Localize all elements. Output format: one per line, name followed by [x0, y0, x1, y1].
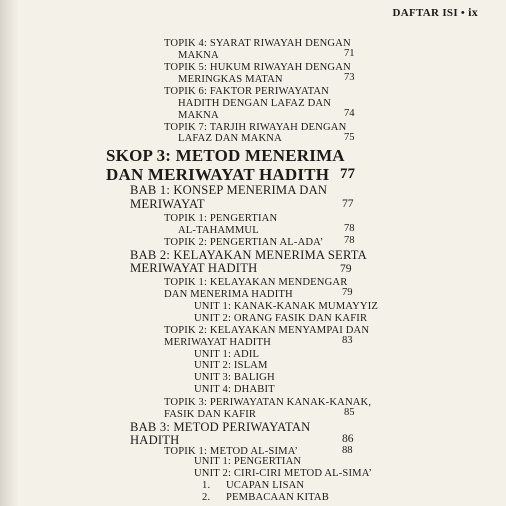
toc-chapter: BAB 3: METOD PERIWAYATAN — [130, 419, 311, 434]
toc-page-number: 86 — [342, 431, 354, 445]
toc-page-number: 79 — [340, 261, 352, 275]
toc-entry: TOPIK 2: KELAYAKAN MENYAMPAI DAN — [164, 324, 370, 336]
toc-unit: UNIT 4: DHABIT — [194, 384, 275, 396]
toc-list-item: UCAPAN LISAN — [226, 480, 305, 492]
toc-chapter: BAB 1: KONSEP MENERIMA DAN — [130, 182, 328, 197]
header-page-number: ix — [468, 5, 478, 19]
toc-page-number: 74 — [344, 107, 355, 119]
toc-entry: LAFAZ DAN MAKNA — [178, 133, 282, 145]
toc-page-number: 85 — [344, 407, 355, 419]
toc-page-number: 77 — [340, 166, 355, 183]
toc-unit: UNIT 3: BALIGH — [194, 372, 275, 384]
toc-entry: MERINGKAS MATAN — [178, 74, 283, 85]
toc-unit: UNIT 2: ORANG FASIK DAN KAFIR — [194, 312, 368, 324]
toc-chapter: HADITH — [130, 432, 180, 447]
running-header — [392, 5, 478, 20]
toc-entry: TOPIK 6: FAKTOR PERIWAYATAN — [164, 85, 329, 97]
toc-entry: TOPIK 5: HUKUM RIWAYAH DENGAN — [164, 62, 351, 74]
toc-chapter: BAB 2: KELAYAKAN MENERIMA SERTA — [130, 247, 367, 262]
toc-page-number: 79 — [342, 287, 353, 299]
toc-chapter: MERIWAYAT — [130, 196, 205, 211]
toc-list-number: 2. — [202, 492, 211, 504]
toc-entry: TOPIK 2: PENGERTIAN AL-ADA’ — [164, 236, 324, 248]
toc-page-number: 78 — [344, 223, 355, 235]
toc-entry: FASIK DAN KAFIR — [164, 408, 257, 420]
toc-page-number: 77 — [342, 196, 354, 210]
toc-unit: UNIT 1: ADIL — [194, 348, 260, 360]
header-separator: • — [460, 7, 466, 19]
toc-entry: TOPIK 1: PENGERTIAN — [164, 213, 278, 225]
toc-unit: UNIT 1: PENGERTIAN — [194, 456, 302, 468]
toc-list-number: 1. — [202, 480, 211, 492]
toc-unit: UNIT 1: KANAK-KANAK MUMAYYIZ — [194, 300, 378, 312]
toc-page-number: 88 — [342, 444, 353, 456]
toc-entry: AL-TAHAMMUL — [178, 224, 259, 236]
toc-list-item: PEMBACAAN KITAB — [226, 492, 329, 504]
header-title: DAFTAR ISI — [392, 7, 458, 19]
toc-entry: MERIWAYAT HADITH — [164, 336, 271, 348]
toc-entry: MAKNA — [178, 50, 219, 62]
toc-entry: HADITH DENGAN LAFAZ DAN — [178, 97, 332, 109]
toc-entry: MAKNA — [178, 109, 219, 121]
toc-chapter: MERIWAYAT HADITH — [130, 261, 258, 276]
toc-page-number: 75 — [344, 131, 355, 143]
toc-entry: TOPIK 7: TARJIH RIWAYAH DENGAN — [164, 121, 347, 133]
page-gutter-shadow — [0, 0, 18, 506]
toc-unit: UNIT 2: ISLAM — [194, 360, 268, 372]
toc-page-number: 73 — [344, 72, 355, 84]
toc-entry: DAN MENERIMA HADITH — [164, 289, 293, 301]
toc-page-number: 71 — [344, 48, 355, 60]
toc-entry: TOPIK 4: SYARAT RIWAYAH DENGAN — [164, 38, 351, 50]
toc-entry: TOPIK 1: KELAYAKAN MENDENGAR — [164, 277, 348, 289]
toc-page-number: 78 — [344, 235, 355, 247]
toc-entry: TOPIK 3: PERIWAYATAN KANAK-KANAK, — [164, 397, 372, 408]
toc-part-heading: DAN MERIWAYAT HADITH — [106, 164, 330, 184]
toc-unit: UNIT 2: CIRI-CIRI METOD AL-SIMA’ — [194, 468, 373, 480]
toc-page-number: 83 — [342, 334, 353, 346]
toc-part-heading: SKOP 3: METOD MENERIMA — [106, 146, 345, 166]
toc-entry: TOPIK 1: METOD AL-SIMA’ — [164, 446, 299, 458]
